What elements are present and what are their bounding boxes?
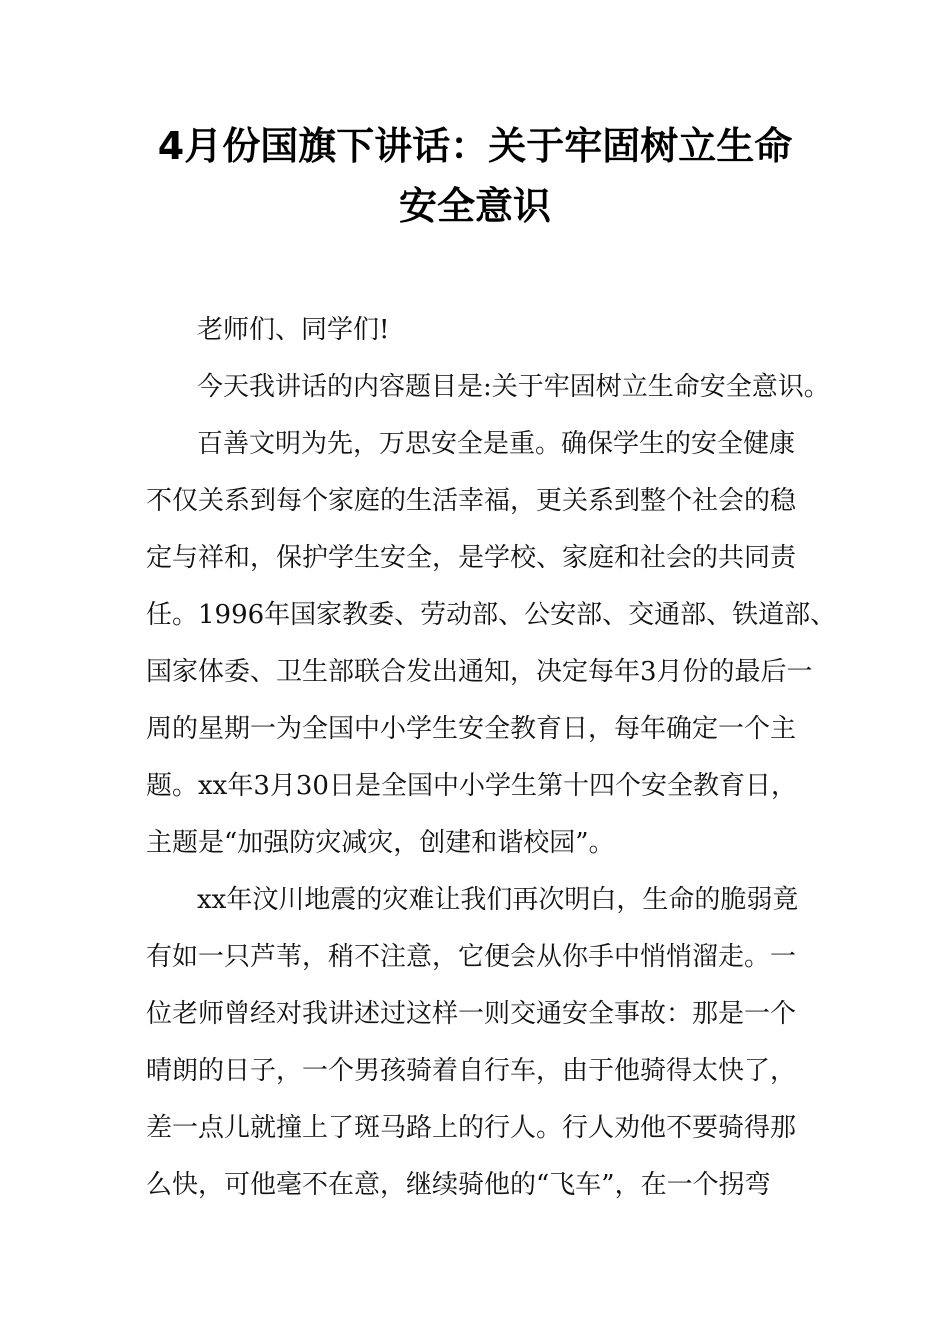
paragraph-line: 周的星期一为全国中小学生安全教育日，每年确定一个主 [146,714,797,744]
paragraph-line: 有如一只芦苇，稍不注意，它便会从你手中悄悄溜走。一 [146,942,797,972]
paragraph-line: 任。1996年国家教委、劳动部、公安部、交通部、铁道部、 [146,600,837,630]
paragraph-line: 今天我讲话的内容题目是:关于牢固树立生命安全意识。 [197,372,830,402]
paragraph-line: 差一点儿就撞上了斑马路上的行人。行人劝他不要骑得那 [146,1113,797,1143]
document-title-line-1: 4月份国旗下讲话：关于牢固树立生命 [157,124,793,168]
paragraph-line: xx年汶川地震的灾难让我们再次明白，生命的脆弱竟 [197,885,799,915]
paragraph-line: 百善文明为先，万思安全是重。确保学生的安全健康 [197,429,796,459]
paragraph-line: 题。xx年3月30日是全国中小学生第十四个安全教育日， [146,771,797,801]
paragraph-line: 位老师曾经对我讲述过这样一则交通安全事故：那是一个 [146,999,797,1029]
paragraph-line: 老师们、同学们! [197,315,390,345]
paragraph-line: 主题是“加强防灾减灾，创建和谐校园”。 [146,828,615,858]
paragraph-line: 晴朗的日子，一个男孩骑着自行车，由于他骑得太快了， [146,1056,797,1086]
paragraph-line: 国家体委、卫生部联合发出通知，决定每年3月份的最后一 [146,657,813,687]
paragraph-line: 么快，可他毫不在意，继续骑他的“飞车”，在一个拐弯 [146,1170,771,1200]
paragraph-line: 定与祥和，保护学生安全，是学校、家庭和社会的共同责 [146,543,797,573]
paragraph-line: 不仅关系到每个家庭的生活幸福，更关系到整个社会的稳 [146,486,797,516]
document-title-line-2: 安全意识 [398,184,551,228]
